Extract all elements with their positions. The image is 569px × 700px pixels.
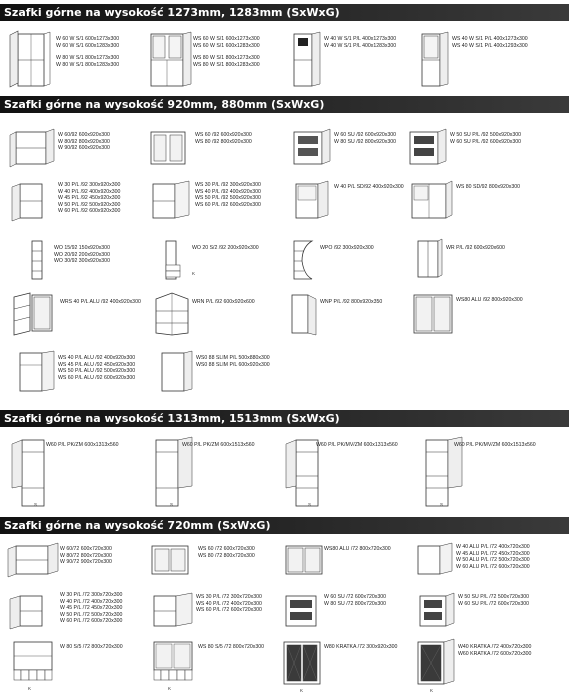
cabinet-item-s2-r2b (145, 178, 285, 226)
section-header-1313: Szafki górne na wysokość 1313mm, 1513mm (SxWxG) (0, 410, 569, 427)
label-line: W 90/72 900x720x300 (60, 559, 112, 565)
cabinet-item-s4-r2b (146, 590, 286, 635)
label-line: WS 80 /72 800x720x300 (198, 552, 255, 559)
label-line: WO 20 S/2 /92 200x920x300 (192, 245, 259, 251)
label-line: WO 20/92 200x920x300 (54, 251, 110, 258)
label-line: WS 60 P/L /72 600x720x300 (196, 607, 262, 613)
label-line: W 40 P/L /72 400x720x300 (60, 598, 123, 605)
wall-cabinet-alu-single-drawing (412, 540, 456, 580)
cabinet-item-s4-r1a (6, 540, 151, 585)
corner-glass-cabinet-drawing (8, 291, 58, 337)
label-line: W 60 SU /92 600x920x300 (334, 132, 397, 138)
section-header-1273: Szafki górne na wysokość 1273mm, 1283mm (SxWxG) (0, 4, 569, 21)
label-line: WS 30 P/L /92 300x920x300 (195, 182, 261, 188)
label-line: WRS 40 P/L ALU /92 400x920x300 (60, 299, 141, 305)
cabinet-dish-drainer-drawing (288, 126, 332, 168)
note-k: K (168, 686, 172, 691)
cabinet-item-s3-d (416, 436, 566, 511)
label-line: WS 40 P/L /72 400x720x300 (196, 600, 262, 607)
label-line: WS80 ALU /72 800x720x300 (324, 546, 391, 552)
cabinet-item-s2-r5a (14, 349, 164, 397)
slim-cabinet-drawing (156, 349, 196, 395)
corner-rounded-shelf-drawing (288, 237, 320, 283)
label-line: WS 60 W S/1 600x1273x300 (193, 36, 260, 42)
cabinet-item-s2-r1b (145, 126, 285, 171)
label-line: W 40 P/L /92 400x920x300 (58, 188, 121, 195)
label-line: W 40 W S/1 P/L 400x1283x300 (324, 42, 397, 49)
glass-alu-single-drawing (14, 349, 58, 395)
cabinet-item-s4-r3d (412, 638, 566, 694)
note-k: K (192, 271, 196, 276)
cabinet-item-s2-r2d (404, 178, 566, 226)
label-line: W 45 P/L /72 450x720x300 (60, 605, 123, 611)
label-line: WS 30 P/L /72 300x720x300 (196, 594, 262, 600)
wall-cabinet-spice-glass-drawing (146, 638, 200, 684)
cabinet-tall-double-drawing (8, 30, 56, 88)
cabinet-item-s3-b (142, 436, 282, 511)
label-line: W 40 P/L SD/92 400x920x300 (334, 184, 404, 190)
label-line: WS 50 P/L /92 500x920x300 (195, 195, 261, 201)
cabinet-tall-single-drawing (288, 30, 324, 88)
cabinet-double-glass-drawing (145, 126, 193, 168)
cabinet-item-s1-b (145, 30, 285, 90)
cabinet-item-s2-r4c (286, 291, 416, 339)
cabinet-item-s4-r3b (146, 638, 286, 694)
cabinet-item-s2-r1c (288, 126, 413, 171)
label-line: W 60 SU /72 600x720x300 (324, 594, 387, 600)
wall-cabinet-spice-drawing (6, 638, 60, 684)
cabinet-dish-drainer-single-drawing (404, 126, 448, 168)
cabinet-item-s4-r3c (278, 638, 413, 694)
wall-cabinet-single-glass-drawing (146, 590, 196, 632)
label-line: W 60/72 600x720x300 (60, 546, 112, 552)
label-line: W 50 SU P/L /72 500x720x300 (458, 594, 530, 600)
label-line: WS 40 W S/1 P/L 400x1273x300 (452, 36, 528, 42)
cabinet-single-sd-drawing (288, 178, 332, 224)
cabinet-item-s4-r1d (412, 540, 566, 585)
cabinet-double-sd-drawing (404, 178, 454, 224)
label-line: WS 60 P/L /92 600x920x300 (195, 201, 261, 208)
note-s: S (170, 502, 174, 507)
wall-cabinet-single-drawing (6, 590, 60, 632)
label-line: WS 80 SD/92 800x920x300 (456, 184, 521, 190)
label-line: W60 P/L PK/ZM 600x1313x560 (46, 442, 119, 448)
cabinet-item-s4-r1c (278, 540, 413, 585)
label-line: W80 KRATKA /72 300x920x300 (324, 644, 398, 650)
label-line: WS 80 S/5 /72 800x720x300 (198, 644, 265, 650)
label-line: WRN P/L /92 600x920x600 (192, 299, 255, 305)
cabinet-tall-glass-drawing (145, 30, 193, 88)
label-line: W 60 SU P/L /72 600x720x300 (458, 600, 530, 607)
label-line: W 50 P/L /72 500x720x300 (60, 611, 123, 618)
label-line: W 60 W S/1 600x1283x300 (56, 42, 120, 49)
label-line: W 80 SU /92 800x920x300 (334, 138, 397, 145)
wall-cabinet-double-drawing (6, 540, 60, 580)
cabinet-tall-single-glass-drawing (416, 30, 452, 88)
corner-l-cabinet-drawing (152, 291, 194, 337)
open-shelf-drawer-drawing (160, 237, 188, 283)
cabinet-item-s2-r5b (156, 349, 306, 397)
cabinet-single-open-drawing (8, 178, 56, 224)
label-line: WR P/L /92 600x920x600 (446, 245, 505, 251)
cabinet-item-s1-a (8, 30, 148, 90)
cabinet-item-s3-c (280, 436, 420, 511)
label-line: WS80 ALU /92 800x920x300 (456, 297, 523, 303)
cabinet-item-s4-r2a (6, 590, 151, 635)
label-line: WS 60 /92 600x920x300 (195, 132, 252, 138)
label-line: W 60 SU P/L /92 600x920x300 (450, 138, 522, 145)
cabinet-item-s2-r2a (8, 178, 148, 226)
label-line: WS0 88 SLIM P/L 600x920x300 (196, 361, 270, 368)
label-line: W60 P/L PK/MV/ZM 600x1513x560 (454, 442, 536, 448)
wall-cabinet-drainer-single-drawing (412, 590, 458, 632)
cabinet-item-s2-r1a (8, 126, 148, 171)
label-line: W 40 W S/1 P/L 400x1273x300 (324, 36, 397, 42)
cabinet-double-open-drawing (8, 126, 56, 168)
cabinet-item-s4-r2c (278, 590, 413, 635)
label-line: W 30 P/L /92 300x920x300 (58, 182, 121, 188)
label-line: W 60 ALU P/L /72 600x720x300 (456, 563, 530, 570)
label-line: W 80/72 800x720x300 (60, 552, 112, 559)
label-line: W 60 W S/1 600x1273x300 (56, 36, 120, 42)
label-line: W40 KRATKA /72 400x720x300 (458, 644, 532, 650)
label-line: WNP P/L /92 800x920x350 (320, 299, 383, 305)
label-line: WS 80 W S/1 800x1273x300 (193, 55, 260, 61)
label-line: W 80 W S/1 800x1283x300 (56, 61, 120, 68)
label-line: W 40 ALU P/L /72 400x720x300 (456, 544, 530, 550)
wall-cabinet-glass-double-drawing (146, 540, 196, 580)
label-line: W60 KRATKA /72 600x720x300 (458, 650, 532, 657)
wall-cabinet-drainer-drawing (278, 590, 324, 632)
label-line: WS 40 P/L ALU /92 400x920x300 (58, 355, 136, 361)
label-line: WO 15/92 150x920x300 (54, 245, 110, 251)
note-k: K (430, 688, 434, 693)
wall-cabinet-alu-double-drawing (278, 540, 328, 580)
label-line: W 80 S/5 /72 800x720x300 (60, 644, 123, 650)
glass-alu-double-drawing (410, 291, 458, 337)
label-line: W 80/92 800x920x300 (58, 138, 110, 145)
open-shelf-narrow-drawing (26, 237, 50, 283)
corner-cabinet-drawing (412, 237, 444, 283)
label-line: W 80 W S/1 800x1273x300 (56, 55, 120, 61)
label-line: W 60 P/L /72 600x720x300 (60, 618, 123, 624)
label-line: WS 80 W S/1 800x1283x300 (193, 61, 260, 68)
cabinet-item-s2-r3c (288, 237, 413, 285)
label-line: W 90/92 600x920x300 (58, 145, 110, 151)
label-line: W 50 SU P/L /92 500x920x300 (450, 132, 522, 138)
cabinet-single-glass-drawing (145, 178, 193, 224)
cabinet-item-s1-c (288, 30, 428, 90)
label-line: W 30 P/L /72 300x720x300 (60, 592, 123, 598)
cabinet-item-s1-d (416, 30, 566, 90)
cabinet-item-s4-r1b (146, 540, 286, 585)
cabinet-item-s2-r2c (288, 178, 413, 226)
label-line: WS 60 P/L ALU /92 600x920x300 (58, 374, 136, 381)
label-line: W 45 P/L /92 450x920x300 (58, 195, 121, 201)
label-line: WPO /92 300x920x300 (320, 245, 374, 251)
cabinet-item-s2-r4d (410, 291, 566, 339)
label-line: WO 30/92 300x920x300 (54, 258, 110, 264)
label-line: W60 P/L PK/MV/ZM 600x1313x560 (316, 442, 398, 448)
label-line: W 50 ALU P/L /72 500x720x300 (456, 557, 530, 563)
cabinet-item-s2-r4a (8, 291, 153, 339)
cabinet-item-s2-r3d (412, 237, 566, 285)
section-header-720: Szafki górne na wysokość 720mm (SxWxG) (0, 517, 569, 534)
label-line: W60 P/L PK/ZM 600x1513x560 (182, 442, 255, 448)
cabinet-item-s2-r1d (404, 126, 566, 171)
label-line: WS 45 P/L ALU /92 450x920x300 (58, 361, 136, 368)
wall-cabinet-kratka-double-drawing (278, 638, 326, 688)
note-k: K (300, 688, 304, 693)
cabinet-item-s4-r2d (412, 590, 566, 635)
cabinet-item-s2-r4b (152, 291, 288, 339)
cabinet-item-s4-r3a (6, 638, 151, 694)
label-line: W 45 ALU P/L /72 450x720x300 (456, 550, 530, 557)
wall-cabinet-kratka-single-drawing (412, 638, 458, 688)
label-line: W 60 P/L /92 600x920x300 (58, 208, 121, 214)
label-line: WS0 88 SLIM P/L 500x880x300 (196, 355, 270, 361)
cabinet-item-s2-r3a (26, 237, 151, 285)
corner-end-cabinet-drawing (286, 291, 320, 337)
cabinet-item-s2-r3b (160, 237, 285, 285)
label-line: WS 80 /92 800x920x300 (195, 138, 252, 145)
note-s: S (34, 502, 38, 507)
label-line: WS 60 W S/1 600x1283x300 (193, 42, 260, 49)
label-line: W 50 P/L /92 500x920x300 (58, 201, 121, 208)
label-line: WS 40 W S/1 P/L 400x1293x300 (452, 42, 528, 49)
label-line: W 80 SU /72 800x720x300 (324, 600, 387, 607)
note-s: S (440, 502, 444, 507)
note-s: S (308, 502, 312, 507)
label-line: WS 60 /72 600x720x300 (198, 546, 255, 552)
note-k: K (28, 686, 32, 691)
section-header-920: Szafki górne na wysokość 920mm, 880mm (SxWxG) (0, 96, 569, 113)
label-line: WS 40 P/L /92 400x920x300 (195, 188, 261, 195)
label-line: WS 50 P/L ALU /92 500x920x300 (58, 368, 136, 374)
label-line: W 60/92 600x920x300 (58, 132, 110, 138)
cabinet-item-s3-a (6, 436, 146, 511)
